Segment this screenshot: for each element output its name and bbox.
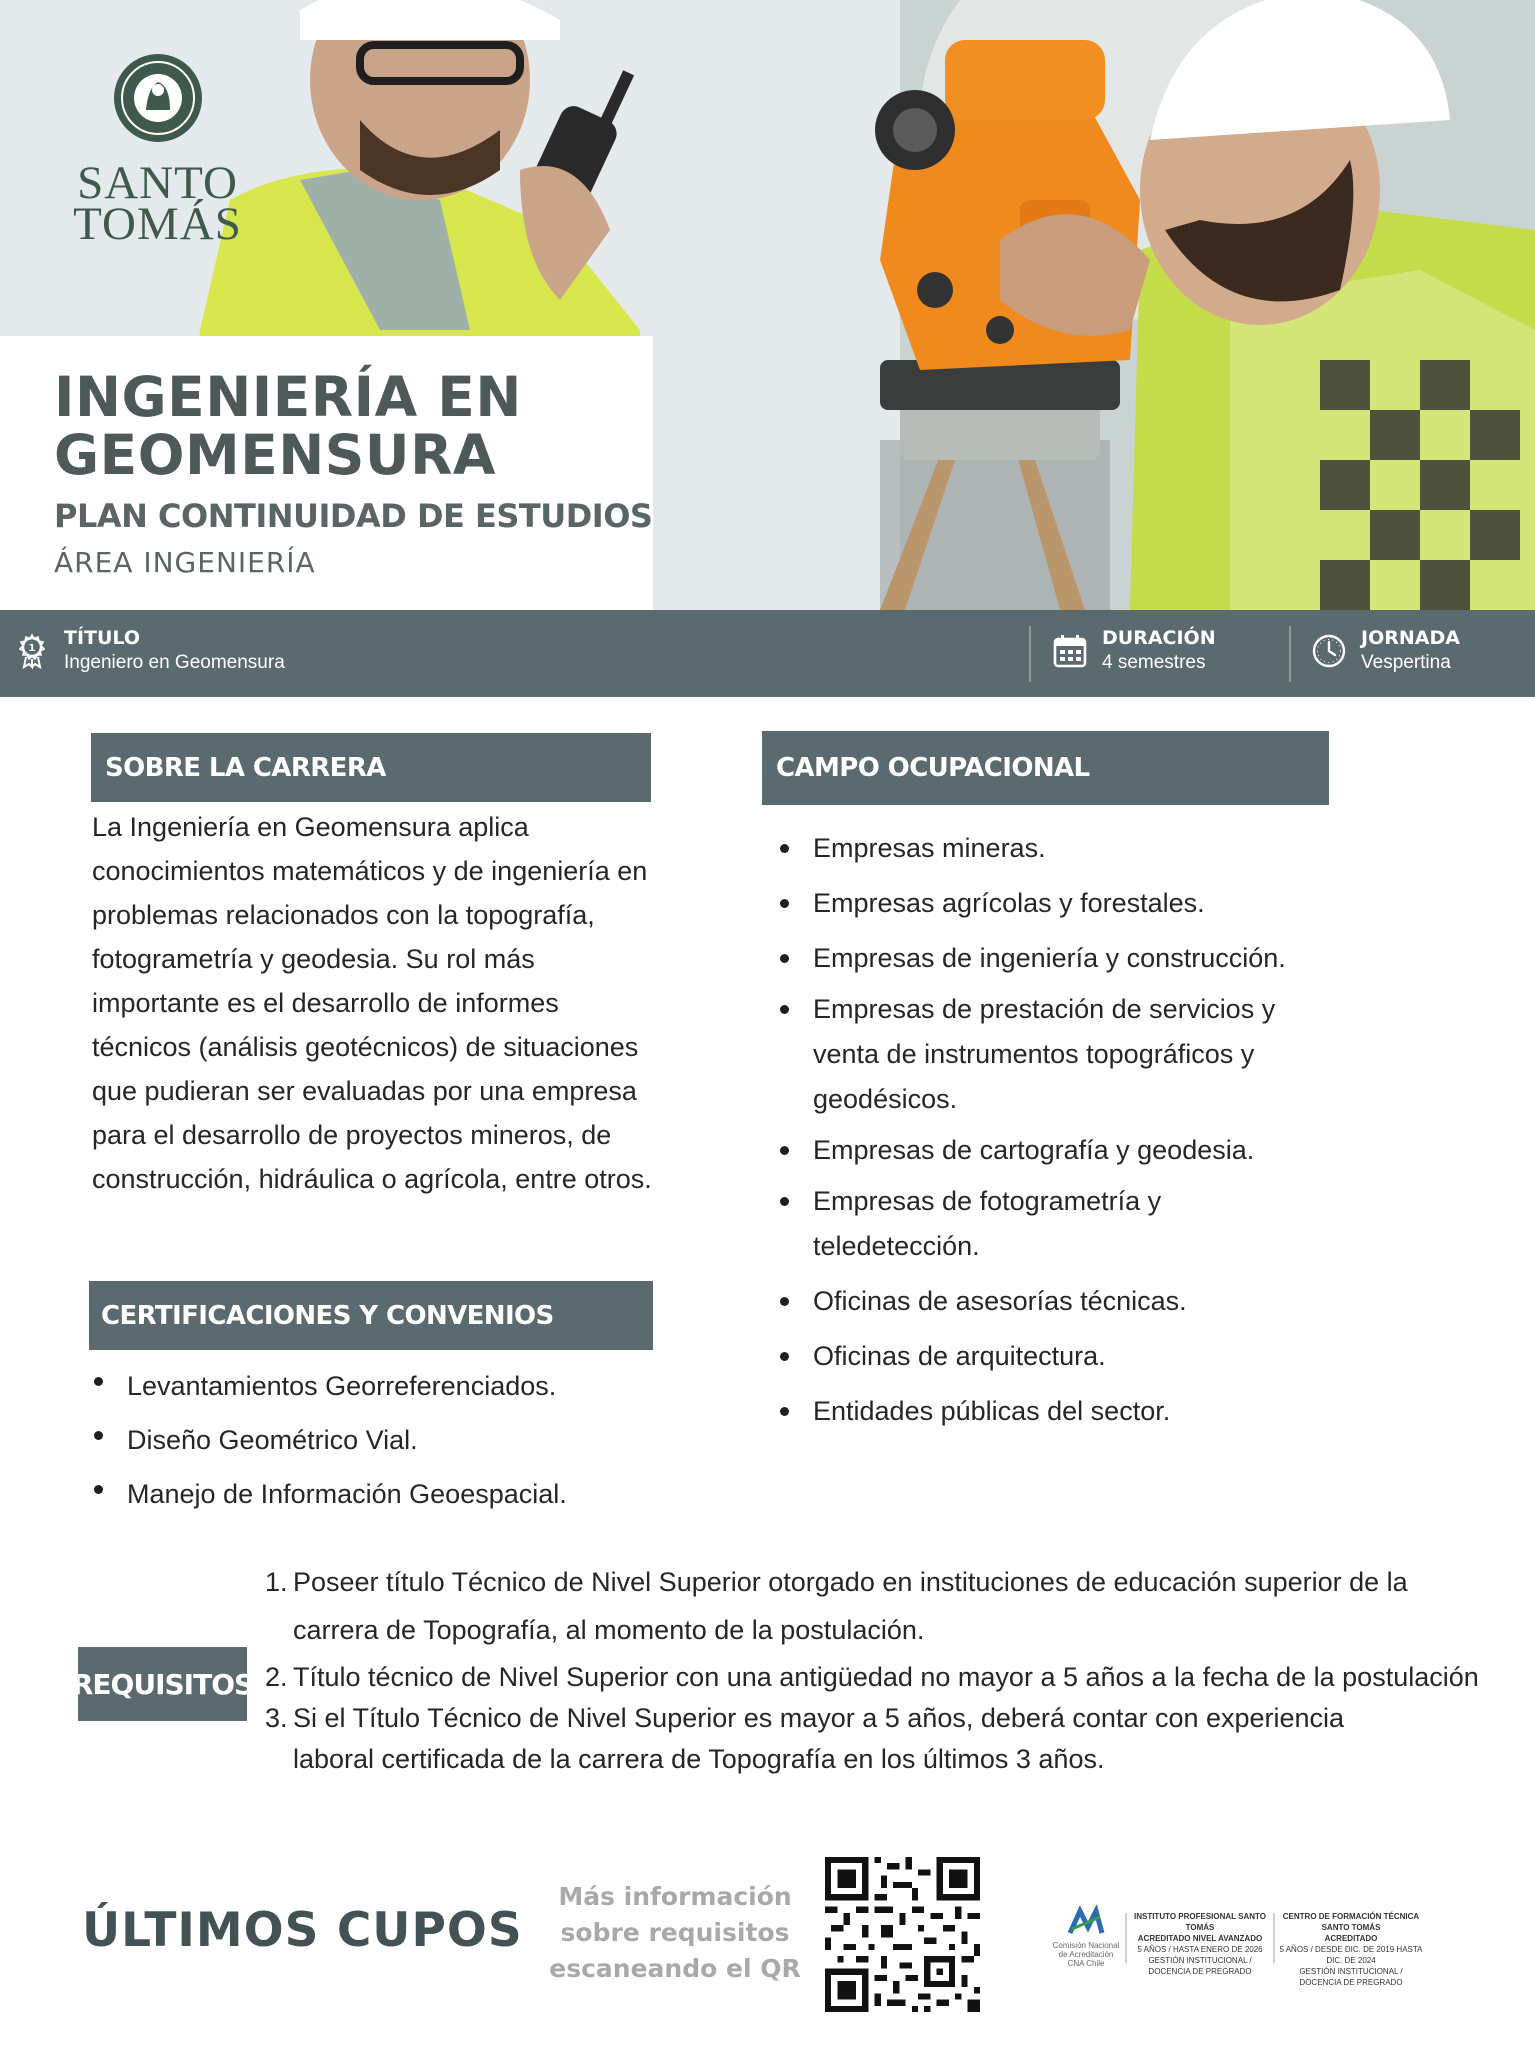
item-text: Poseer título Técnico de Nivel Superior otorgado en instituciones de educación superior de la carrera de Topografía, al momento de la postulación. bbox=[293, 1567, 1408, 1645]
info-divider bbox=[1289, 626, 1291, 682]
hero-banner bbox=[0, 0, 1535, 610]
acc2-line2: ACREDITADO bbox=[1324, 1934, 1378, 1943]
requisitos-list bbox=[265, 1558, 1485, 1780]
mas-info-text: Más información sobre requisitos escaneando el QR bbox=[549, 1882, 801, 1983]
page-subtitle: PLAN CONTINUIDAD DE ESTUDIOS bbox=[54, 497, 653, 535]
list-item: Empresas de cartografía y geodesia. bbox=[765, 1128, 1335, 1173]
list-item bbox=[265, 1558, 1485, 1654]
acc2-line4: GESTIÓN INSTITUCIONAL / DOCENCIA DE PREGRADO bbox=[1299, 1967, 1403, 1987]
campo-list bbox=[765, 826, 1335, 1434]
titulo-label: TÍTULO bbox=[64, 627, 140, 649]
list-item: Empresas agrícolas y forestales. bbox=[765, 881, 1335, 926]
info-divider bbox=[1029, 626, 1031, 682]
certificaciones-list bbox=[79, 1359, 639, 1521]
acc2-line1: CENTRO DE FORMACIÓN TÉCNICA SANTO TOMÁS bbox=[1282, 1912, 1420, 1932]
brand-name: SANTO TOMÁS bbox=[73, 157, 242, 250]
sobre-text: La Ingeniería en Geomensura aplica conocimientos matemáticos y de ingeniería en problemas relacionados con la topografía, fotogrametría y geodesia. Su rol más importante es el desarrollo de informes técnicos (análisis geotécnicos) de situaciones que pudieran ser evaluadas por una empresa para el desarrollo de proyectos mineros, de construcción, hidráulica o agrícola, entre otros. bbox=[92, 812, 652, 1194]
item-number: 2. bbox=[265, 1662, 288, 1692]
item-text: Título técnico de Nivel Superior con una antigüedad no mayor a 5 años a la fecha de la postulación bbox=[293, 1662, 1479, 1692]
page-title: INGENIERÍA EN GEOMENSURA bbox=[54, 365, 522, 487]
award-icon bbox=[14, 633, 50, 669]
acc1-line2: ACREDITADO NIVEL AVANZADO bbox=[1137, 1934, 1263, 1943]
santo-tomas-logo bbox=[70, 52, 245, 250]
requisitos-label: REQUISITOS bbox=[78, 1647, 247, 1721]
list-item: Diseño Geométrico Vial. bbox=[79, 1413, 639, 1467]
list-item: Empresas de ingeniería y construcción. bbox=[765, 936, 1335, 981]
item-text: Si el Título Técnico de Nivel Superior es mayor a 5 años, deberá contar con experiencia laboral certificada de la carrera de Topografía en los últimos 3 años. bbox=[293, 1703, 1345, 1774]
info-bar bbox=[0, 610, 1535, 697]
list-item: Empresas de fotogrametría y teledetección. bbox=[765, 1179, 1195, 1269]
list-item: Levantamientos Georreferenciados. bbox=[79, 1359, 639, 1413]
jornada-value: Vespertina bbox=[1361, 652, 1451, 673]
calendar-icon bbox=[1052, 633, 1088, 669]
list-item: Empresas de prestación de servicios y venta de instrumentos topográficos y geodésicos. bbox=[765, 987, 1335, 1122]
duracion-label: DURACIÓN bbox=[1102, 627, 1216, 649]
area-label: ÁREA INGENIERÍA bbox=[54, 546, 316, 579]
titulo-value: Ingeniero en Geomensura bbox=[64, 652, 285, 673]
ultimos-cupos: ÚLTIMOS CUPOS bbox=[82, 1903, 523, 1958]
jornada-label: JORNADA bbox=[1361, 627, 1460, 649]
acc1-line3: 5 AÑOS / HASTA ENERO DE 2026 bbox=[1137, 1945, 1263, 1954]
accreditation-badges bbox=[1050, 1905, 1425, 1987]
cna-name: Comisión Nacional de Acreditación bbox=[1052, 1941, 1120, 1959]
list-item bbox=[265, 1698, 1415, 1780]
list-item: Oficinas de arquitectura. bbox=[765, 1334, 1335, 1379]
clock-icon bbox=[1311, 633, 1347, 669]
list-item: Oficinas de asesorías técnicas. bbox=[765, 1279, 1335, 1324]
acc1-line1: INSTITUTO PROFESIONAL SANTO TOMÁS bbox=[1133, 1912, 1266, 1932]
campo-heading: CAMPO OCUPACIONAL bbox=[762, 731, 1329, 805]
list-item bbox=[265, 1657, 1485, 1698]
certificaciones-heading: CERTIFICACIONES Y CONVENIOS bbox=[89, 1281, 653, 1350]
info-titulo bbox=[14, 626, 285, 676]
svg-text:1: 1 bbox=[28, 643, 36, 654]
list-item: Manejo de Información Geoespacial. bbox=[79, 1467, 639, 1521]
list-item: Empresas mineras. bbox=[765, 826, 1335, 871]
acc2-line3: 5 AÑOS / DESDE DIC. DE 2019 HASTA DIC. DE 2024 bbox=[1279, 1945, 1423, 1965]
acc1-line4: GESTIÓN INSTITUCIONAL / DOCENCIA DE PREGRADO bbox=[1148, 1956, 1252, 1976]
sobre-heading: SOBRE LA CARRERA bbox=[91, 733, 651, 802]
item-number: 1. bbox=[265, 1567, 288, 1597]
info-duracion bbox=[1052, 626, 1216, 676]
item-number: 3. bbox=[265, 1703, 288, 1733]
seal-icon bbox=[112, 52, 204, 144]
duracion-value: 4 semestres bbox=[1102, 652, 1206, 673]
list-item: Entidades públicas del sector. bbox=[765, 1389, 1335, 1434]
info-jornada bbox=[1311, 626, 1460, 676]
qr-code[interactable] bbox=[825, 1857, 980, 2012]
cna-short: CNA Chile bbox=[1067, 1959, 1105, 1968]
title-panel bbox=[0, 336, 653, 610]
